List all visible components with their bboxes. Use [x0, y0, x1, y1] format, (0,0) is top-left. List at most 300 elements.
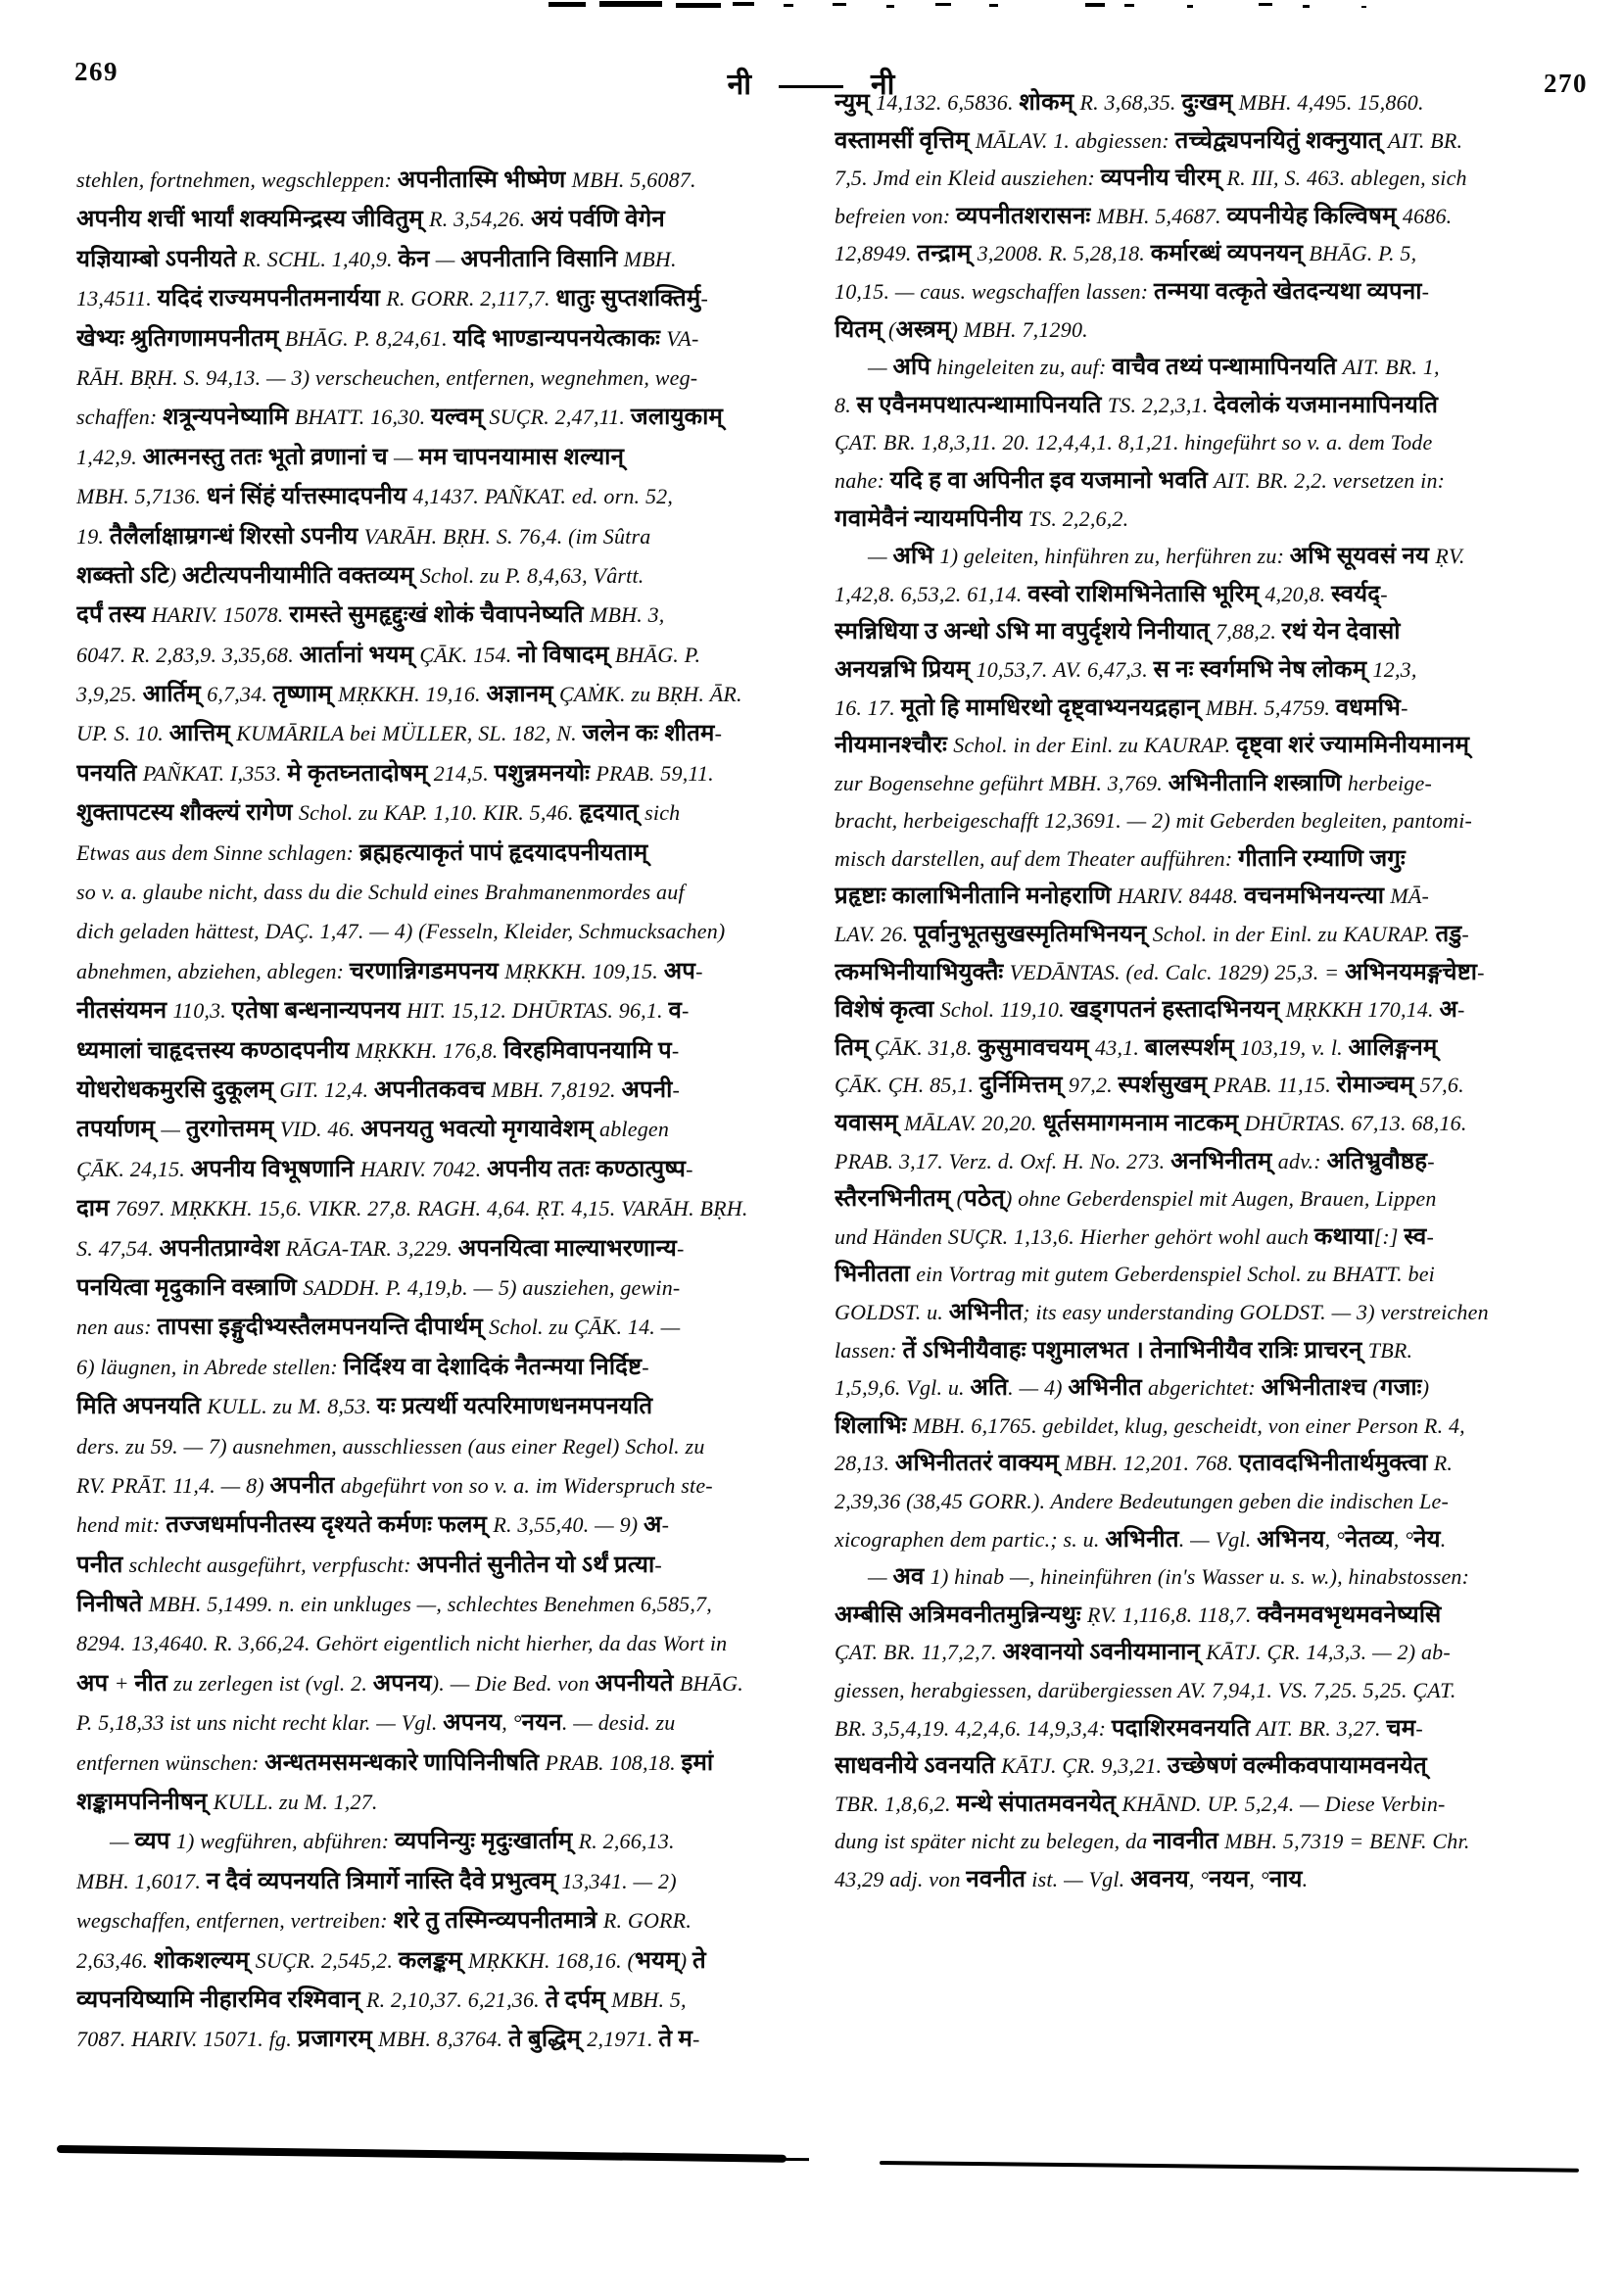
- latin-run: adv.:: [1277, 1148, 1327, 1173]
- devanagari-run: अपनीतकवच: [373, 1076, 492, 1103]
- text-line: [76, 1862, 827, 1901]
- devanagari-run: नीयमानश्चौरः: [835, 733, 954, 759]
- latin-run: wegschaffen, entfernen, vertreiben:: [76, 1908, 394, 1934]
- text-line: [835, 273, 1585, 311]
- latin-run: stehlen, fortnehmen, wegschleppen:: [76, 167, 398, 192]
- devanagari-run: स्वर्यद्: [1331, 581, 1381, 607]
- devanagari-run: गवामेवैनं न्यायमपिनीय: [835, 505, 1028, 532]
- latin-run: MBH. 5,4759.: [1205, 694, 1336, 720]
- devanagari-run: भिनीतता: [835, 1262, 917, 1288]
- latin-run: ein Vortrag mit gutem Geberdenspiel Schol. zu BHATT. bei: [916, 1262, 1435, 1287]
- text-line: [835, 311, 1585, 350]
- devanagari-run: रामस्ते सुमहृद्दुःखं शोकं चैवापनेष्यति: [289, 602, 590, 629]
- devanagari-run: साधवनीये ऽवनयति: [835, 1753, 1002, 1780]
- latin-run: 8.: [835, 392, 857, 417]
- devanagari-run: गजाः: [1379, 1375, 1422, 1402]
- latin-run: R. GORR. 2,117,7.: [386, 286, 556, 311]
- text-line: [76, 1071, 827, 1110]
- devanagari-run: यवासम्: [835, 1111, 905, 1137]
- text-line: [76, 714, 827, 753]
- devanagari-run: अभिनय: [1257, 1526, 1325, 1553]
- latin-run: S. 47,54.: [76, 1235, 160, 1261]
- text-line: [76, 1427, 827, 1466]
- noise-speck: [886, 5, 894, 8]
- text-line: [835, 1445, 1585, 1483]
- devanagari-run: अपनीतास्मि भीष्मेण: [397, 167, 572, 193]
- devanagari-run: तन्द्राम्: [917, 241, 978, 267]
- text-line: [76, 200, 827, 239]
- page-number-right: 270: [1544, 69, 1588, 98]
- devanagari-run: आर्तानां भयम्: [299, 642, 420, 668]
- latin-run: MṚKKH. 168,16. (: [468, 1947, 636, 1973]
- latin-run: Schol. 119,10.: [939, 997, 1071, 1023]
- latin-run: RV. PRĀT. 11,4. — 8): [76, 1472, 270, 1498]
- noise-speck: [599, 1, 662, 7]
- latin-run: ÇĀK. 154.: [419, 642, 518, 667]
- text-line: [76, 1981, 827, 2020]
- latin-run: -: [676, 1235, 685, 1261]
- devanagari-run: योधरोधकमुरसि दुकूलम्: [76, 1076, 280, 1103]
- latin-run: PRAB. 108,18.: [545, 1749, 682, 1775]
- noise-speck: [733, 2, 754, 6]
- latin-run: 13,341. — 2): [561, 1868, 677, 1893]
- devanagari-run: चरणान्निगडमपनय: [349, 958, 505, 984]
- text-line: [76, 596, 827, 635]
- latin-run: ): [1421, 1375, 1430, 1401]
- latin-run: MṚKKH 170,14.: [1285, 997, 1440, 1023]
- devanagari-run: अतिभ्रुवौष्ठह: [1326, 1148, 1428, 1174]
- latin-run: herbeige-: [1347, 770, 1433, 795]
- devanagari-run: पनयति: [76, 760, 143, 787]
- devanagari-run: दुःखम्: [1181, 90, 1239, 116]
- latin-run: AIT. BR.: [1387, 127, 1463, 153]
- latin-run: VA-: [666, 325, 699, 351]
- noise-speck: [1085, 3, 1105, 7]
- devanagari-run: ध्यमालां चाहृदत्तस्य कण्ठादपनीय: [76, 1037, 356, 1064]
- latin-run: HARIV. 7042.: [359, 1156, 488, 1181]
- text-line: [835, 1408, 1585, 1446]
- latin-run: 7,5. Jmd ein Kleid ausziehen:: [835, 166, 1101, 191]
- text-line: [76, 359, 827, 398]
- latin-run: -: [686, 1156, 693, 1181]
- latin-run: nen aus:: [76, 1315, 158, 1340]
- text-line: [835, 802, 1585, 840]
- latin-run: GOLDST. u.: [835, 1300, 949, 1324]
- devanagari-run: अति: [970, 1375, 1009, 1402]
- latin-run: —: [161, 1117, 186, 1142]
- devanagari-run: आर्तिम्: [142, 682, 208, 708]
- devanagari-run: देवलोकं यजमानमापिनयति: [1214, 392, 1439, 418]
- devanagari-run: तच्चेद्व्यपनयितुं शक्नुयात्: [1174, 127, 1388, 154]
- latin-run: -: [1427, 1148, 1435, 1173]
- latin-run: —: [435, 246, 461, 271]
- devanagari-run: हृदयात्: [579, 800, 645, 827]
- latin-run: LAV. 26.: [835, 922, 914, 947]
- devanagari-run: एतावदभिनीतार्थमुक्त्वा: [1238, 1451, 1434, 1477]
- devanagari-run: अ: [644, 1512, 662, 1539]
- devanagari-run: स एवैनमपथात्पन्थामापिनयति: [856, 392, 1108, 418]
- devanagari-run: अ: [1439, 997, 1458, 1024]
- devanagari-run: न्युम्: [835, 90, 877, 116]
- latin-run: xicographen dem partic.; s. u.: [835, 1526, 1106, 1552]
- devanagari-run: तें ऽभिनीयैवाहः पशुमालभत । तेनाभिनीयैव रात्रिः प्राचरन्: [902, 1337, 1368, 1363]
- devanagari-run: यज्ञियाम्बो ऽपनीयते: [76, 246, 243, 272]
- devanagari-run: व्यपनीयेह किल्विषम्: [1226, 203, 1403, 229]
- text-line: [76, 793, 827, 833]
- devanagari-run: अनयन्नभि प्रियम्: [835, 656, 977, 683]
- latin-run: . — desid. zu: [561, 1710, 676, 1736]
- devanagari-run: अपनय: [443, 1710, 502, 1737]
- latin-run: lassen:: [835, 1337, 903, 1363]
- latin-run: R.: [1433, 1451, 1454, 1476]
- devanagari-run: अपनीय विभूषणानि: [190, 1156, 360, 1182]
- text-line: [76, 675, 827, 714]
- devanagari-run: अप: [76, 1670, 115, 1697]
- devanagari-run: व्यपनिन्युः मृदुःखार्ताम्: [394, 1829, 579, 1855]
- latin-run: TS. 2,2,6,2.: [1027, 505, 1129, 531]
- latin-run: abnehmen, abziehen, ablegen:: [76, 958, 350, 983]
- devanagari-run: व्यपनीय चीरम्: [1100, 166, 1227, 192]
- latin-run: -: [1421, 278, 1430, 304]
- latin-run: 57,6.: [1419, 1073, 1464, 1098]
- latin-run: ÇAT. BR. 11,7,2,7.: [835, 1640, 1003, 1665]
- latin-run: 7087. HARIV. 15071. fg.: [76, 2027, 298, 2052]
- latin-run: , °: [1188, 1866, 1210, 1891]
- latin-run: MṚKKH. 176,8.: [355, 1037, 504, 1063]
- text-line: [835, 1710, 1585, 1748]
- latin-run: 12,3,: [1372, 656, 1417, 682]
- latin-run: (: [956, 1186, 965, 1212]
- devanagari-run: पूर्वानुभूतसुखस्मृतिमभिनयन्: [913, 922, 1153, 948]
- devanagari-run: अभि: [892, 544, 940, 570]
- devanagari-run: आत्तिम्: [168, 721, 237, 747]
- devanagari-run: अपनीय शचीं भार्यां शक्यमिन्द्रस्य जीवितुम्: [76, 207, 430, 233]
- devanagari-run: शुक्तापटस्य शौक्ल्यं रागेण: [76, 800, 299, 827]
- devanagari-run: अपनयतु भवत्यो मृगयावेशम्: [360, 1117, 600, 1143]
- text-line: [835, 1521, 1585, 1559]
- devanagari-run: अयं पर्वणि वेगेन: [530, 207, 665, 233]
- text-line: [76, 477, 827, 516]
- latin-run: BHĀG.: [679, 1670, 743, 1696]
- latin-run: VID. 46.: [279, 1117, 361, 1142]
- devanagari-run: व्यपनयिष्यामि नीहारमिव रश्मिवान्: [76, 1986, 366, 2013]
- text-line: [835, 349, 1585, 387]
- text-line: [76, 1229, 827, 1268]
- devanagari-run: अभिनीत: [1068, 1375, 1149, 1402]
- latin-run: hingeleiten zu, auf:: [936, 355, 1113, 380]
- devanagari-run: अपनीयते: [595, 1670, 680, 1697]
- devanagari-run: अपनी: [621, 1076, 673, 1103]
- latin-run: 97,2.: [1068, 1073, 1119, 1098]
- text-line: [76, 991, 827, 1030]
- devanagari-run: स्मन्निधिया उ अन्धो ऽभि मा वपुर्दृशये निनीयात्: [835, 619, 1216, 646]
- text-line: [835, 1861, 1585, 1899]
- text-line: [76, 1585, 827, 1624]
- devanagari-run: पनयित्वा मृदुकानि वस्त्राणि: [76, 1274, 304, 1301]
- latin-run: -: [695, 958, 703, 983]
- devanagari-run: अव: [892, 1564, 930, 1591]
- text-line: [76, 1664, 827, 1703]
- latin-run: 14,132. 6,5836.: [876, 90, 1020, 115]
- text-line: [835, 1369, 1585, 1408]
- latin-run: 10,15. — caus. wegschaffen lassen:: [835, 278, 1154, 304]
- text-line: [835, 1067, 1585, 1105]
- devanagari-run: दुर्निमित्तम्: [978, 1073, 1069, 1099]
- latin-run: —: [868, 355, 893, 380]
- text-line: [835, 1597, 1585, 1635]
- devanagari-run: पदाशिरमवनयति: [1111, 1715, 1257, 1742]
- latin-run: 2,63,46.: [76, 1947, 154, 1973]
- latin-run: .: [1440, 1526, 1447, 1552]
- latin-run: ): [679, 1947, 693, 1973]
- text-line: [76, 636, 827, 675]
- latin-run: -: [661, 1512, 670, 1538]
- devanagari-run: दृष्ट्वा शरं ज्याममिनीयमानम्: [1236, 733, 1470, 759]
- text-line: [835, 1256, 1585, 1294]
- latin-run: R. III, S. 463. ablegen, sich: [1226, 166, 1467, 191]
- devanagari-run: उच्छेषणं वल्मीकवपायामवनयेत्: [1167, 1753, 1427, 1780]
- text-line: [835, 1219, 1585, 1257]
- latin-run: ÇAṀK. zu BṚH. ĀR.: [559, 682, 742, 707]
- devanagari-run: ते दर्पम्: [545, 1986, 612, 2013]
- devanagari-run: आलिङ्गनम्: [1348, 1034, 1438, 1061]
- devanagari-run: कलङ्कम्: [398, 1947, 468, 1974]
- latin-run: 1,42,8. 6,53,2. 61,14.: [835, 581, 1028, 606]
- latin-run: ) ohne Geberdenspiel mit Augen, Brauen, Lippen: [1005, 1186, 1437, 1212]
- devanagari-run: स नः स्वर्गमभि नेष लोकम्: [1153, 656, 1373, 683]
- devanagari-run: अन्धतमसमन्धकारे णापिनिनीषति: [264, 1749, 546, 1776]
- latin-run: befreien von:: [835, 203, 957, 228]
- latin-run: —: [110, 1829, 135, 1854]
- noise-speck: [1124, 4, 1134, 7]
- latin-run: MṚKKH. 109,15.: [504, 958, 664, 983]
- text-line: [76, 1031, 827, 1071]
- latin-run: ist. — Vgl.: [1031, 1866, 1131, 1891]
- devanagari-run: नयन: [1209, 1866, 1250, 1892]
- devanagari-run: दाम: [76, 1196, 116, 1222]
- devanagari-run: शरे तु तस्मिन्व्यपनीतमात्रे: [393, 1908, 603, 1935]
- devanagari-run: खड्गपतनं हस्तादभिनयन्: [1070, 997, 1286, 1024]
- devanagari-run: अपनीत: [269, 1472, 341, 1499]
- devanagari-run: अपनीतानि विसानि: [460, 246, 624, 272]
- latin-run: giessen, herabgiessen, darübergiessen AV. 7,94,1. VS. 7,25. 5,25. ÇAT.: [835, 1677, 1456, 1702]
- latin-run: 2,39,36 (38,45 GORR.). Andere Bedeutungen geben die indischen Le-: [835, 1488, 1450, 1513]
- latin-run: misch darstellen, auf dem Theater aufführen:: [835, 845, 1239, 871]
- devanagari-run: नेय: [1413, 1526, 1441, 1553]
- devanagari-run: अपनीतप्राग्वेश: [159, 1235, 286, 1262]
- devanagari-run: मम चापनयामास शल्यान्: [418, 444, 625, 470]
- devanagari-run: भयम्: [635, 1947, 680, 1974]
- latin-run: ṚV. 1,116,8. 118,7.: [1087, 1602, 1258, 1627]
- latin-run: R. GORR.: [602, 1908, 692, 1934]
- devanagari-run: अश्वानयो ऽवनीयमानान्: [1002, 1640, 1207, 1666]
- devanagari-run: अप: [663, 958, 696, 984]
- latin-run: ; its easy understanding GOLDST. — 3) verstreichen: [1023, 1300, 1489, 1324]
- text-line: [835, 424, 1585, 462]
- devanagari-run: यदि ह वा अपिनीत इव यजमानो भवति: [889, 467, 1215, 494]
- latin-run: +: [114, 1670, 135, 1696]
- text-line: [76, 1466, 827, 1506]
- latin-run: 6,7,34.: [207, 682, 273, 707]
- devanagari-run: वचनमभिनयन्त्या: [1244, 884, 1391, 910]
- latin-run: -: [1477, 959, 1485, 984]
- latin-run: TS. 2,2,3,1.: [1107, 392, 1215, 417]
- latin-run: -: [1461, 922, 1469, 947]
- devanagari-run: रोमाञ्चम्: [1336, 1073, 1420, 1099]
- devanagari-run: वधमभि: [1335, 694, 1402, 721]
- latin-run: MBH. 6,1765. gebildet, klug, gescheidt, von einer Person R. 4,: [912, 1412, 1465, 1438]
- devanagari-run: यदि भाण्डान्यपनयेत्काकः: [453, 325, 667, 352]
- latin-run: nahe:: [835, 467, 890, 493]
- text-line: [76, 1901, 827, 1940]
- latin-run: 4,1437. PAÑKAT. ed. orn. 52,: [412, 484, 674, 509]
- text-line: [76, 1387, 827, 1426]
- devanagari-run: अभिनीत: [1105, 1526, 1179, 1553]
- latin-run: 13,4511.: [76, 286, 158, 311]
- latin-run: HARIV. 8448.: [1117, 884, 1245, 909]
- latin-run: 103,19, v. l.: [1239, 1034, 1349, 1060]
- latin-run: 110,3.: [172, 998, 232, 1024]
- devanagari-run: जलायुकाम्: [630, 405, 724, 431]
- text-line: [76, 1783, 827, 1822]
- latin-run: TBR. 1,8,6,2.: [835, 1791, 957, 1816]
- latin-run: ders. zu 59. — 7) ausnehmen, ausschliessen (aus einer Regel) Schol. zu: [76, 1433, 705, 1459]
- noise-speck: [833, 3, 846, 6]
- text-line: [835, 840, 1585, 879]
- latin-run: KUMĀRILA bei MÜLLER, SL. 182, N.: [236, 721, 583, 746]
- latin-run: MBH. 5,4687.: [1096, 203, 1227, 228]
- text-line: [835, 1143, 1585, 1181]
- text-line: [835, 1747, 1585, 1786]
- devanagari-run: नाय: [1268, 1866, 1303, 1892]
- latin-run: KĀTJ. ÇR. 9,3,21.: [1001, 1753, 1168, 1779]
- latin-run: MĀ-: [1390, 884, 1430, 909]
- text-line: [835, 84, 1585, 122]
- devanagari-run: स्व: [1404, 1223, 1427, 1250]
- latin-run: —: [394, 444, 419, 469]
- text-line: [76, 319, 827, 359]
- latin-run: ablegen: [599, 1117, 670, 1142]
- devanagari-run: यः प्रत्यर्थी यत्परिमाणधनमपनयति: [376, 1394, 653, 1420]
- latin-run: R. 3,68,35.: [1079, 90, 1182, 115]
- text-line: [76, 1624, 827, 1663]
- text-line: [835, 1823, 1585, 1861]
- text-line: [835, 954, 1585, 992]
- noise-speck: [549, 2, 586, 7]
- latin-run: SUÇR. 2,47,11.: [489, 405, 631, 430]
- latin-run: TBR.: [1367, 1337, 1413, 1363]
- text-line: [76, 873, 827, 912]
- latin-run: MĀLAV. 20,20.: [904, 1111, 1043, 1136]
- devanagari-run: शब्क्तो ऽटि: [76, 562, 169, 589]
- devanagari-run: नावनीत: [1153, 1829, 1225, 1855]
- latin-run: SADDH. P. 4,19,b. — 5) ausziehen, gewin-: [303, 1274, 681, 1300]
- latin-run: KĀTJ. ÇR. 14,3,3. — 2) ab-: [1206, 1640, 1451, 1665]
- text-line: [76, 754, 827, 793]
- text-line: [835, 235, 1585, 273]
- latin-run: -: [714, 721, 723, 746]
- devanagari-run: अनभिनीतम्: [1170, 1148, 1278, 1174]
- text-line: [835, 462, 1585, 501]
- devanagari-run: नवनीत: [966, 1866, 1032, 1892]
- running-head-word-left: नी: [727, 68, 751, 101]
- devanagari-run: केन: [398, 246, 436, 272]
- devanagari-run: शिलाभिः: [835, 1412, 913, 1439]
- latin-run: 3,9,25.: [76, 682, 143, 707]
- text-line: [76, 438, 827, 477]
- devanagari-run: स्पर्शसुखम्: [1118, 1073, 1214, 1099]
- latin-run: SUÇR. 2,545,2.: [255, 1947, 399, 1973]
- devanagari-run: अपनीतं सुनीतेन यो ऽर्थं प्रत्या: [416, 1552, 655, 1578]
- latin-run: BHĀG. P. 5,: [1309, 241, 1417, 266]
- devanagari-run: खेभ्यः श्रुतिगणामपनीतम्: [76, 325, 285, 352]
- devanagari-run: वस्तामसीं वृत्तिम्: [835, 127, 976, 154]
- text-line: [835, 160, 1585, 198]
- latin-run: ṚV.: [1435, 544, 1465, 569]
- devanagari-run: अटीत्यपनीयामीति वक्तव्यम्: [181, 562, 420, 589]
- latin-run: 16. 17.: [835, 694, 901, 720]
- latin-run: 12,8949.: [835, 241, 918, 266]
- text-line: [76, 240, 827, 279]
- latin-run: abgerichtet:: [1148, 1375, 1262, 1401]
- text-line: [76, 556, 827, 596]
- text-line: [835, 1634, 1585, 1672]
- devanagari-run: अभिनीत: [948, 1300, 1024, 1325]
- text-line: [76, 1110, 827, 1149]
- latin-run: 3,2008. R. 5,28,18.: [977, 241, 1151, 266]
- devanagari-run: नीत: [134, 1670, 174, 1697]
- latin-run: 28,13.: [835, 1451, 895, 1476]
- text-line: [835, 727, 1585, 765]
- devanagari-run: तपर्याणम्: [76, 1117, 162, 1143]
- latin-run: -: [1380, 581, 1388, 606]
- latin-run: —: [868, 1564, 893, 1590]
- devanagari-run: अभिनीतानि शस्त्राणि: [1168, 770, 1348, 796]
- devanagari-run: कथाया: [1313, 1223, 1374, 1250]
- latin-run: 43,29 adj. von: [835, 1866, 967, 1891]
- text-line: [76, 1150, 827, 1189]
- latin-run: so v. a. glaube nicht, dass du die Schuld eines Brahmanenmordes auf: [76, 880, 685, 905]
- devanagari-run: विरहमिवापनयामि प: [503, 1037, 672, 1064]
- text-line: [835, 122, 1585, 161]
- devanagari-run: त्कमभिनीयाभियुक्तैः: [835, 959, 1010, 985]
- page-number-left: 269: [74, 57, 119, 86]
- latin-run: MBH. 12,201. 768.: [1065, 1451, 1239, 1476]
- latin-run: MBH. 5,1499. n. ein unkluges —, schlechtes Benehmen 6,585,7,: [148, 1592, 712, 1617]
- latin-run: -: [671, 1037, 680, 1063]
- devanagari-run: विशेषं कृत्वा: [835, 997, 940, 1024]
- noise-speck: [1303, 5, 1310, 8]
- latin-run: RĀH. BṚH. S. 94,13. — 3) verscheuchen, entfernen, wegnehmen, weg-: [76, 364, 698, 390]
- latin-run: MBH. 4,495. 15,860.: [1238, 90, 1424, 115]
- latin-run: -: [1401, 694, 1408, 720]
- devanagari-run: वस्वो राशिमभिनेतासि भूरिम्: [1027, 581, 1265, 607]
- latin-run: VEDĀNTAS. (ed. Calc. 1829) 25,3. =: [1009, 959, 1345, 984]
- latin-run: P. 5,18,33 ist uns nicht recht klar. — Vgl.: [76, 1710, 444, 1736]
- latin-run: . — 4): [1008, 1375, 1069, 1401]
- latin-run: -: [654, 1552, 662, 1577]
- latin-run: 1,5,9,6. Vgl. u.: [835, 1375, 971, 1401]
- text-line: [76, 1308, 827, 1347]
- text-line: [76, 1348, 827, 1387]
- text-line: [76, 398, 827, 437]
- latin-run: MBH. 3,: [589, 602, 665, 628]
- latin-run: (: [887, 316, 896, 342]
- latin-run: AIT. BR. 1,: [1342, 355, 1440, 380]
- text-line: [76, 834, 827, 873]
- devanagari-run: चम: [1386, 1715, 1416, 1742]
- latin-run: R. 2,66,13.: [578, 1829, 675, 1854]
